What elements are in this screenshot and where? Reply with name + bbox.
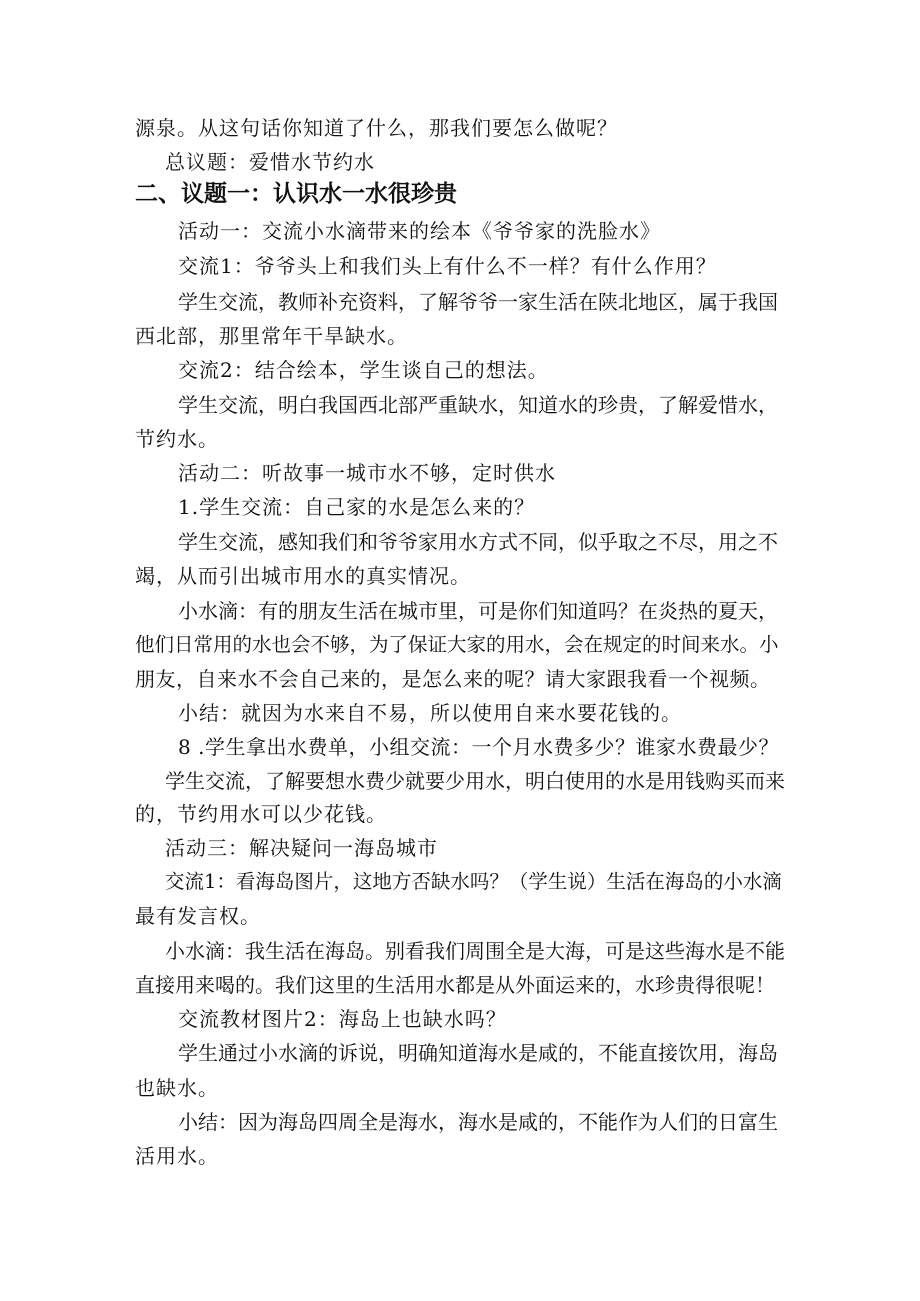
text-line: 活动一：交流小水滴带来的绘本《爷爷家的洗脸水》 bbox=[178, 219, 661, 243]
text-line: 8 .学生拿出水费单，小组交流：一个月水费多少？谁家水费最少？ bbox=[178, 735, 779, 759]
text-line: 活动二：听故事一城市水不够，定时供水 bbox=[178, 461, 556, 485]
text-line: 节约水。 bbox=[135, 427, 219, 451]
text-line: 小结：因为海岛四周全是海水，海水是咸的，不能作为人们的日富生 bbox=[178, 1110, 778, 1134]
text-line: 交流1：爷爷头上和我们头上有什么不一样？有什么作用？ bbox=[178, 254, 717, 278]
text-line: 西北部，那里常年干旱缺水。 bbox=[135, 324, 408, 348]
text-line: 交流教材图片2：海岛上也缺水吗？ bbox=[178, 1007, 507, 1031]
text-line: 交流2：结合绘本，学生谈自己的想法。 bbox=[178, 358, 549, 382]
text-line: 总议题：爱惜水节约水 bbox=[165, 150, 375, 174]
section-heading: 二、议题一：认识水一水很珍贵 bbox=[135, 181, 457, 207]
text-line: 直接用来喝的。我们这里的生活用水都是从外面运来的，水珍贵得很呢！ bbox=[135, 973, 775, 997]
text-line: 活动三：解决疑问一海岛城市 bbox=[165, 836, 438, 860]
text-line: 小水滴：有的朋友生活在城市里，可是你们知道吗？在炎热的夏天， bbox=[178, 599, 778, 623]
text-line: 也缺水。 bbox=[135, 1076, 219, 1100]
text-line: 交流1：看海岛图片，这地方否缺水吗？（学生说）生活在海岛的小水滴 bbox=[165, 870, 782, 893]
text-line: 学生通过小水滴的诉说，明确知道海水是咸的，不能直接饮用，海岛 bbox=[178, 1041, 778, 1065]
text-line: 竭，从而引出城市用水的真实情况。 bbox=[135, 564, 471, 588]
text-line: 1.学生交流：自己家的水是怎么来的？ bbox=[178, 495, 536, 519]
text-line: 学生交流，感知我们和爷爷家用水方式不同，似乎取之不尽，用之不 bbox=[178, 530, 778, 554]
text-line: 他们日常用的水也会不够，为了保证大家的用水，会在规定的时间来水。小 bbox=[135, 633, 779, 656]
text-line: 学生交流，了解要想水费少就要少用水，明白使用的水是用钱购买而来 bbox=[165, 769, 785, 793]
text-line: 学生交流，明白我国西北部严重缺水，知道水的珍贵，了解爱惜水， bbox=[178, 393, 778, 417]
text-line: 小结：就因为水来自不易，所以使用自来水要花钱的。 bbox=[178, 701, 682, 725]
text-line: 小水滴：我生活在海岛。别看我们周围全是大海，可是这些海水是不能 bbox=[165, 939, 785, 963]
text-line: 活用水。 bbox=[135, 1144, 219, 1168]
text-line: 最有发言权。 bbox=[135, 904, 261, 928]
text-line: 的，节约用水可以少花钱。 bbox=[135, 802, 387, 826]
text-line: 源泉。从这句话你知道了什么，那我们要怎么做呢？ bbox=[135, 116, 618, 140]
text-line: 朋友，自来水不会自己来的，是怎么来的呢？请大家跟我看一个视频。 bbox=[135, 667, 771, 691]
text-line: 学生交流，教师补充资料，了解爷爷一家生活在陕北地区，属于我国 bbox=[178, 290, 778, 314]
